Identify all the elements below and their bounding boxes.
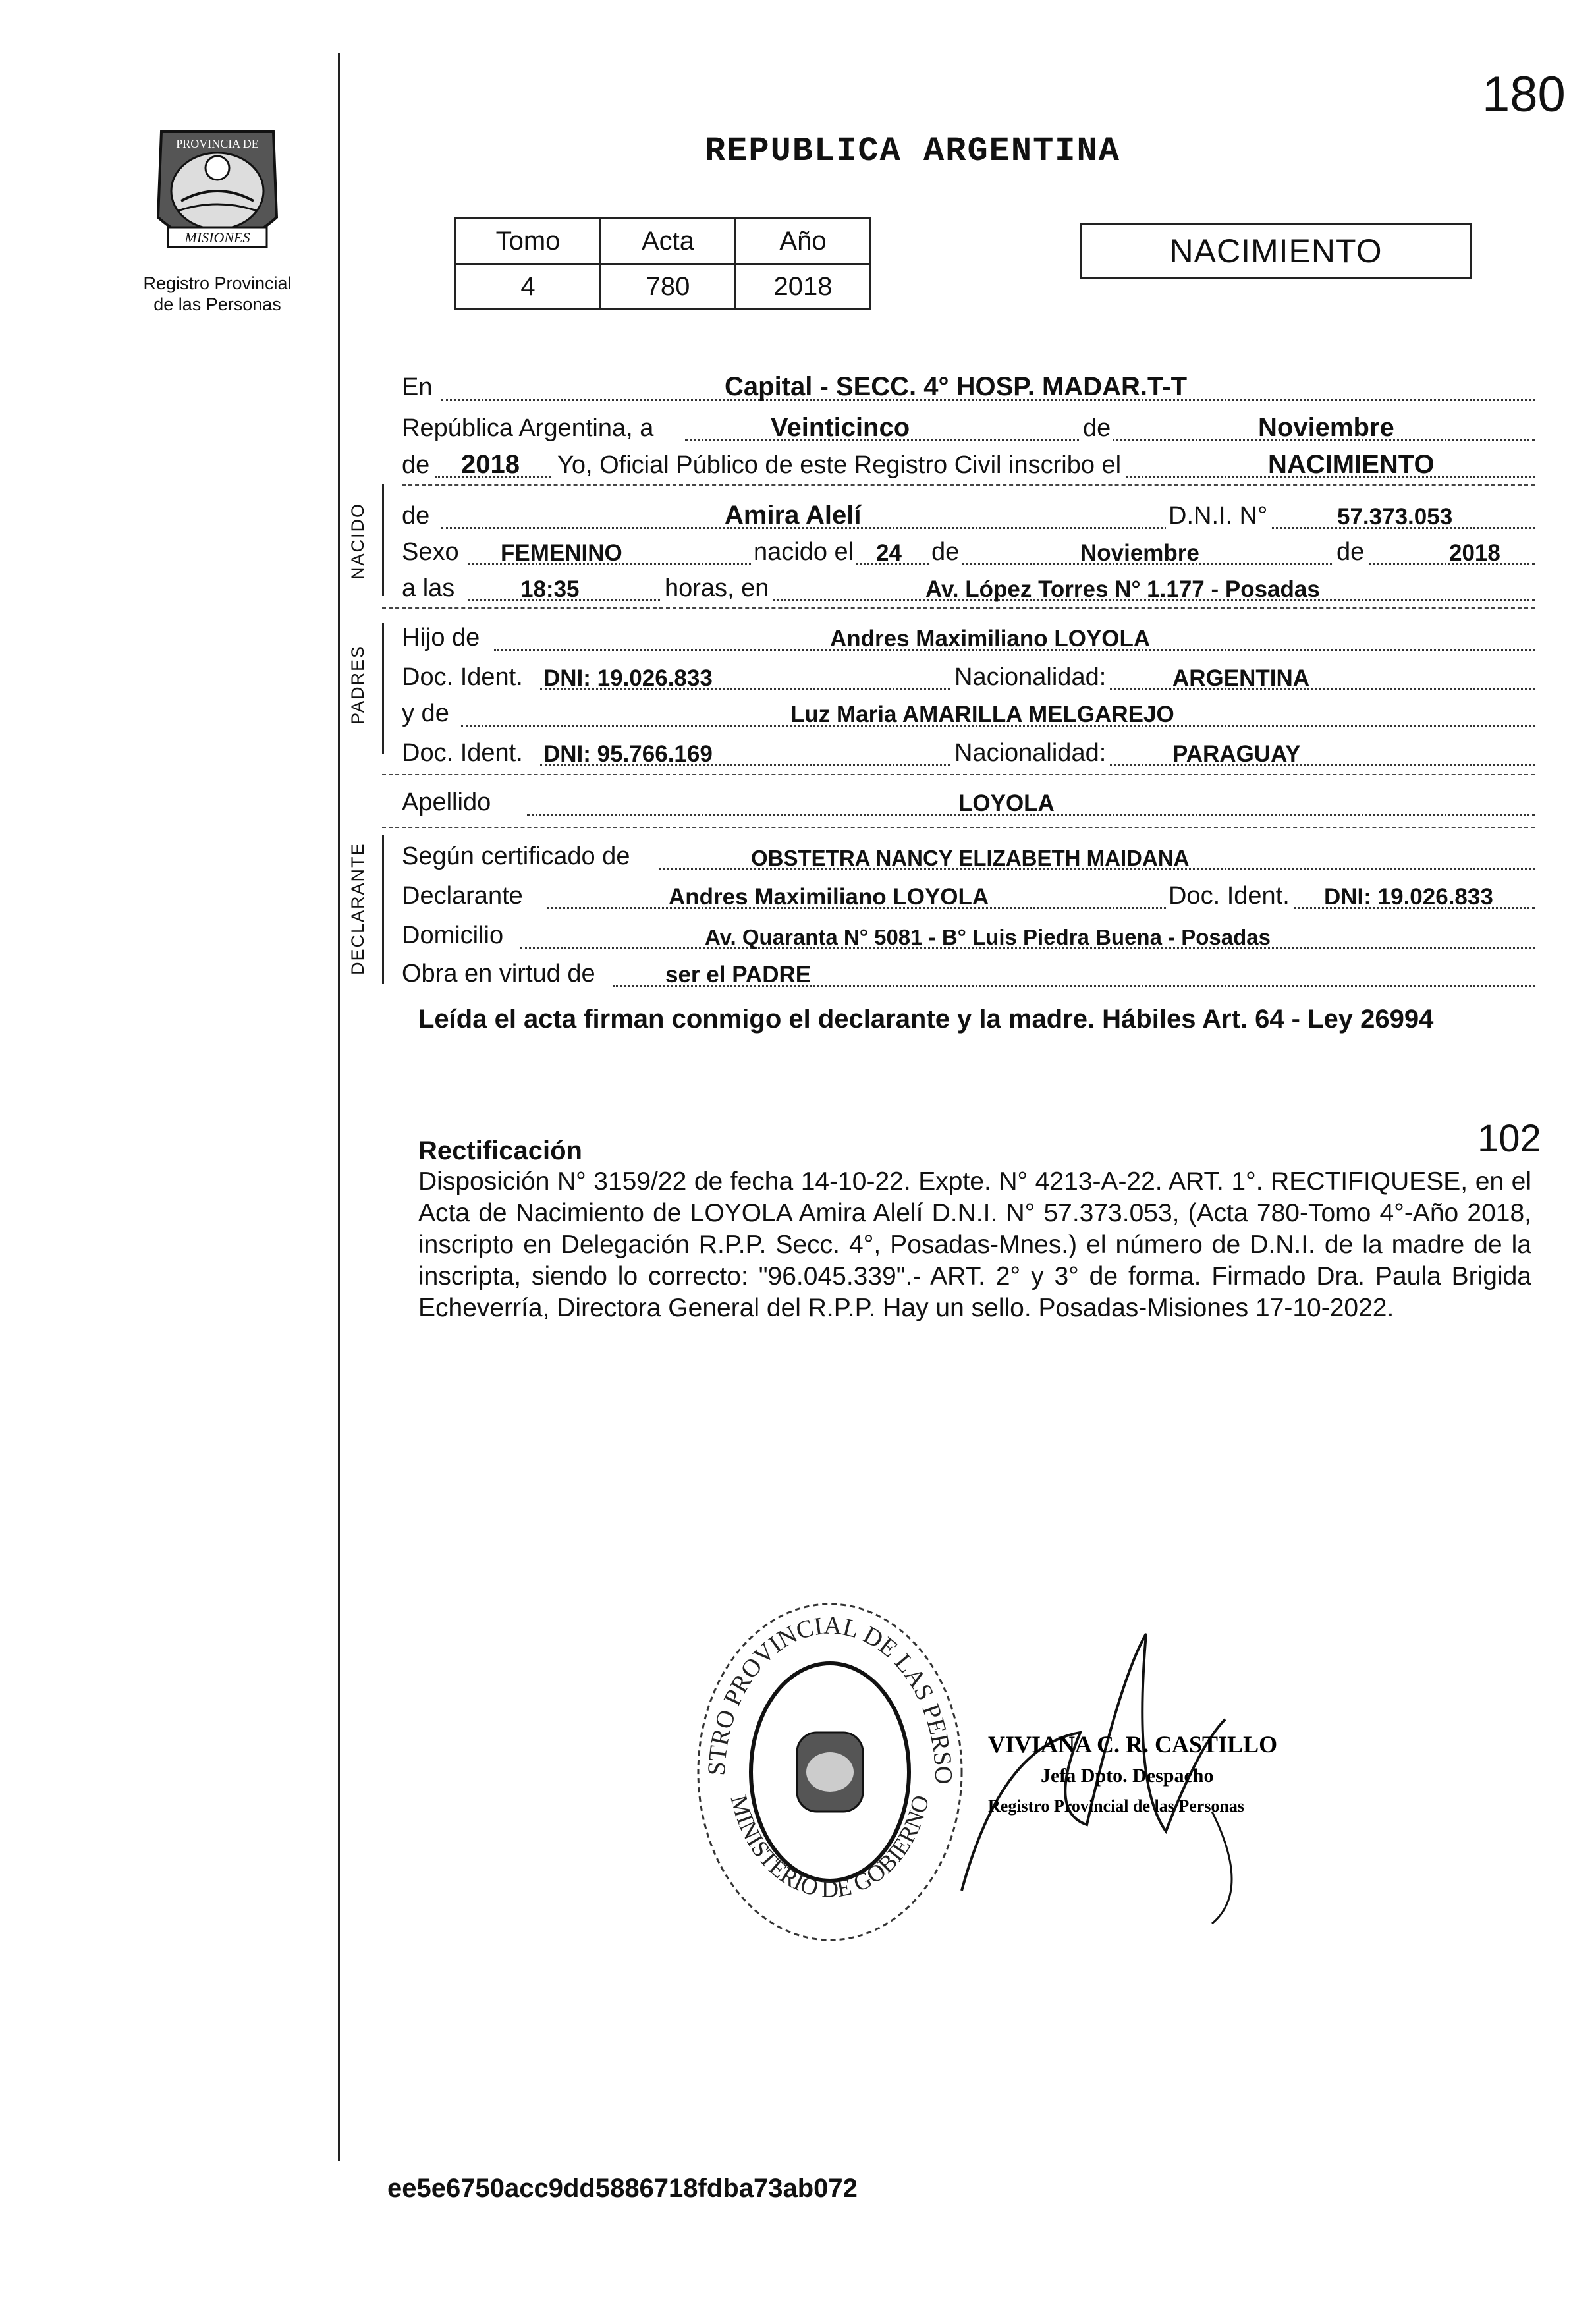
row-mother-doc: Doc. Ident. DNI: 95.766.169 Nacionalidad: PARAGUAY (402, 728, 1535, 770)
official-signature-stamp (949, 1614, 1311, 1930)
row-certificate: Según certificado de OBSTETRA NANCY ELIZABETH MAIDANA (402, 831, 1535, 874)
page-number: 180 (1482, 67, 1566, 123)
row-domicile: Domicilio Av. Quaranta N° 5081 - B° Luis Piedra Buena - Posadas (402, 910, 1535, 953)
row-father-doc: Doc. Ident. DNI: 19.026.833 Nacionalidad: ARGENTINA (402, 652, 1535, 694)
header-acta: Acta (601, 219, 736, 264)
svg-text:MINISTERIO DE GOBIERNO: MINISTERIO DE GOBIERNO (725, 1792, 935, 1902)
value-tomo: 4 (456, 264, 601, 310)
father-name: Andres Maximiliano LOYOLA (830, 626, 1151, 652)
margin-line (338, 53, 340, 2161)
section-padres: PADRES (348, 644, 368, 725)
surname-value: LOYOLA (958, 791, 1055, 816)
section-declarante: DECLARANTE (348, 842, 368, 975)
misiones-crest-logo (142, 119, 293, 270)
value-ano: 2018 (736, 264, 871, 310)
row-father: Hijo de Andres Maximiliano LOYOLA (402, 613, 1535, 655)
header-tomo: Tomo (456, 219, 601, 264)
row-surname: Apellido LOYOLA (402, 777, 1535, 819)
row-capacity: Obra en virtud de ser el PADRE (402, 949, 1535, 991)
capacity-value: ser el PADRE (665, 962, 812, 987)
signature-notice: Leída el acta firman conmigo el declarante y la madre. Hábiles Art. 64 - Ley 26994 (418, 1005, 1434, 1034)
official-seal (685, 1581, 975, 1950)
svg-text:REGISTRO PROVINCIAL DE LAS PER: STRO PROVINCIAL DE LAS PERSO (702, 1611, 958, 1785)
declarant-doc: DNI: 19.026.833 (1324, 884, 1493, 910)
rectification-title: Rectificación (418, 1136, 582, 1165)
day-words: Veinticinco (771, 413, 910, 442)
certificate-value: OBSTETRA NANCY ELIZABETH MAIDANA (751, 846, 1190, 870)
section-nacido: NACIDO (348, 502, 368, 580)
birth-day: 24 (876, 540, 902, 566)
act-kind-value: NACIMIENTO (1268, 450, 1435, 479)
domicile-value: Av. Quaranta N° 5081 - B° Luis Piedra Buena - Posadas (705, 925, 1271, 949)
birth-time: 18:35 (520, 576, 580, 602)
svg-text:PROVINCIA DE: PROVINCIA DE (176, 137, 259, 150)
country-title: REPUBLICA ARGENTINA (705, 132, 1120, 171)
mother-name: Luz Maria AMARILLA MELGAREJO (790, 702, 1174, 727)
child-name: Amira Alelí (725, 501, 862, 530)
row-declarant: Declarante Andres Maximiliano LOYOLA Doc. Ident. DNI: 19.026.833 (402, 871, 1535, 913)
act-reference-table (454, 217, 871, 310)
row-year-act: de 2018 Yo, Oficial Público de este Registro Civil inscribo el NACIMIENTO (402, 440, 1535, 482)
father-doc: DNI: 19.026.833 (543, 665, 713, 691)
month-value: Noviembre (1258, 413, 1394, 442)
svg-text:MISIONES: MISIONES (184, 229, 250, 246)
father-nationality: ARGENTINA (1172, 665, 1310, 691)
mother-nationality: PARAGUAY (1172, 741, 1301, 767)
year-value: 2018 (461, 450, 520, 479)
row-mother: y de Luz Maria AMARILLA MELGAREJO (402, 688, 1535, 731)
row-location: En Capital - SECC. 4° HOSP. MADAR.T-T (402, 362, 1535, 404)
sex-value: FEMENINO (501, 540, 622, 566)
header-ano: Año (736, 219, 871, 264)
registry-label: Registro Provincial de las Personas (143, 273, 292, 314)
declarant-name: Andres Maximiliano LOYOLA (669, 884, 989, 910)
rectification-body: Disposición N° 3159/22 de fecha 14-10-22. Expte. N° 4213-A-22. ART. 1°. RECTIFIQUESE, en el Acta de Nacimiento de LOYOLA Amira Alelí D.N.I. N° 57.373.053, (Acta 780-Tomo 4°-Año 2018, inscripto en Delegación R.P.P. Secc. 4°, Posadas-Mnes.) el número de D.N.I. de la madre de la inscripta, siendo lo correcto: "96.045.339".- ART. 2° y 3° de forma. Firmado Dra. Paula Brigida Echeverría, Directora General del R.P.P. Hay un sello. Posadas-Misiones 17-10-2022. (418, 1167, 1531, 1322)
svg-text:Jefa Dpto. Despacho: Jefa Dpto. Despacho (1041, 1765, 1214, 1787)
location-value: Capital - SECC. 4° HOSP. MADAR.T-T (725, 372, 1188, 401)
birth-month: Noviembre (1080, 540, 1199, 566)
row-sex-birth: Sexo FEMENINO nacido el 24 de Noviembre de 2018 (402, 527, 1535, 569)
child-dni: 57.373.053 (1337, 504, 1453, 530)
row-date: República Argentina, a Veinticinco de Noviembre (402, 403, 1535, 445)
svg-text:Registro Provincial de las Per: Registro Provincial de las Personas (988, 1796, 1245, 1816)
rectification-number: 102 (1477, 1117, 1541, 1160)
mother-doc: DNI: 95.766.169 (543, 741, 713, 767)
act-type-box: NACIMIENTO (1080, 223, 1472, 279)
birth-year: 2018 (1449, 540, 1500, 566)
row-child-name: de Amira Alelí D.N.I. N° 57.373.053 (402, 491, 1535, 533)
row-time-place: a las 18:35 horas, en Av. López Torres N° 1.177 - Posadas (402, 563, 1535, 605)
svg-text:VIVIANA C. R. CASTILLO: VIVIANA C. R. CASTILLO (988, 1731, 1278, 1758)
document-hash: ee5e6750acc9dd5886718fdba73ab072 (387, 2174, 858, 2203)
birth-place: Av. López Torres N° 1.177 - Posadas (925, 576, 1320, 602)
value-acta: 780 (601, 264, 736, 310)
